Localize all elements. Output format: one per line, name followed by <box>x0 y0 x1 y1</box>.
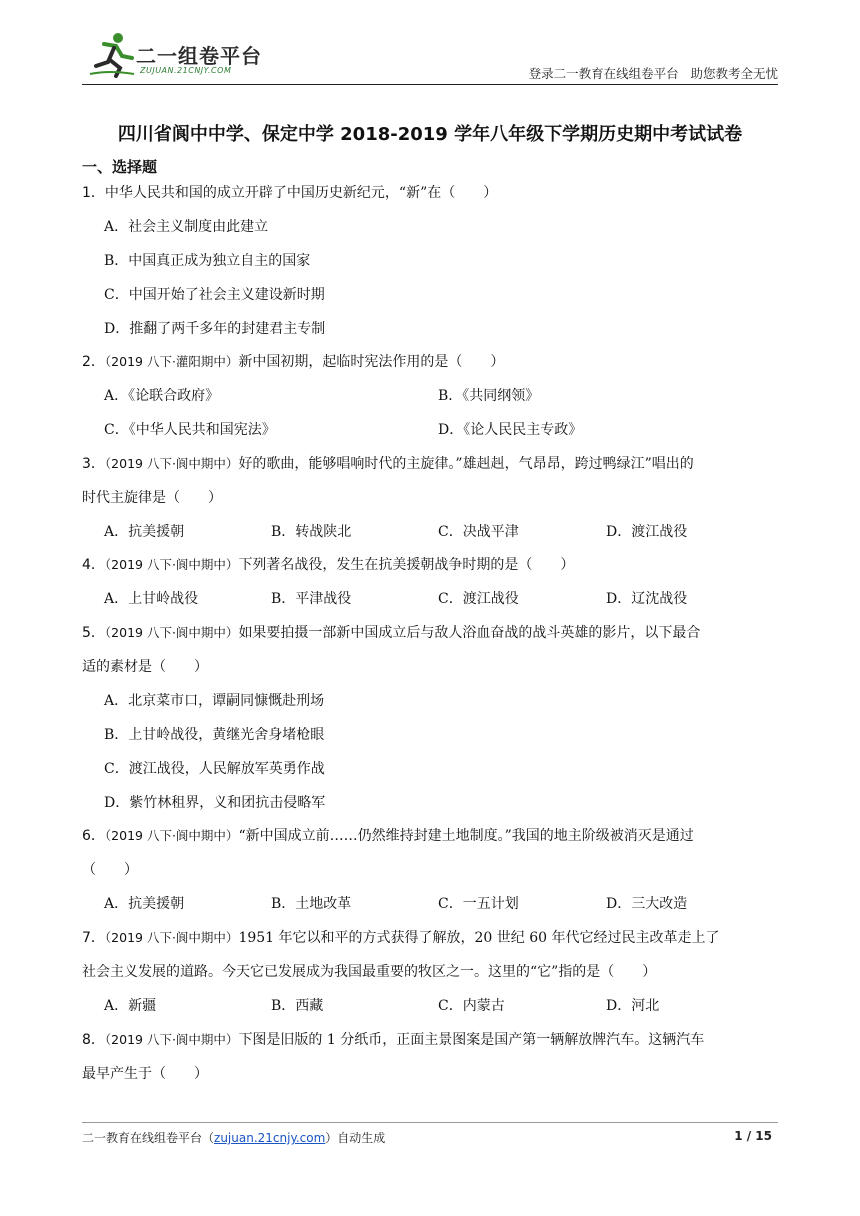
logo-subtitle: ZUJUAN.21CNJY.COM <box>140 66 232 75</box>
option-a[interactable]: A．《论联合政府》 <box>104 388 220 404</box>
question-7 <box>82 921 778 989</box>
question-5 <box>82 616 778 684</box>
option-c[interactable]: C．中国开始了社会主义建设新时期 <box>104 287 325 303</box>
page-footer <box>82 1122 778 1146</box>
question-8 <box>82 1023 778 1091</box>
runner-logo-icon <box>82 30 138 80</box>
question-text: 如果要拍摄一部新中国成立后与敌人浴血奋战的战斗英雄的影片，以下最合 <box>238 625 701 641</box>
question-source: （2019 八下·阆中期中） <box>104 1032 239 1047</box>
option-d[interactable]: D．推翻了两千多年的封建君主专制 <box>104 321 326 337</box>
option-a[interactable]: A．新疆 <box>104 998 157 1014</box>
question-source: （2019 八下·灌阳期中） <box>104 354 239 369</box>
question-text: 新中国初期，起临时宪法作用的是（ ） <box>238 354 505 370</box>
logo[interactable] <box>82 30 292 80</box>
option-a[interactable]: A．社会主义制度由此建立 <box>104 219 269 235</box>
question-number: 7． <box>82 930 105 946</box>
question-2 <box>82 345 778 379</box>
option-a[interactable]: A．抗美援朝 <box>104 524 185 540</box>
question-text: 1951 年它以和平的方式获得了解放，20 世纪 60 年代它经过民主改革走上了 <box>238 930 720 946</box>
option-b[interactable]: B．平津战役 <box>271 591 352 607</box>
section-heading: 一、选择题 <box>82 158 158 176</box>
option-d[interactable]: D．辽沈战役 <box>606 591 688 607</box>
option-c[interactable]: C．《中华人民共和国宪法》 <box>104 422 276 438</box>
option-a[interactable]: A．抗美援朝 <box>104 896 185 912</box>
question-text: 中华人民共和国的成立开辟了中国历史新纪元，“新”在（ ） <box>104 185 498 201</box>
option-c[interactable]: C．一五计划 <box>438 896 519 912</box>
question-text: 好的歌曲，能够唱响时代的主旋律。”雄赳赳，气昂昂，跨过鸭绿江”唱出的 <box>238 456 694 472</box>
option-c[interactable]: C．决战平津 <box>438 524 519 540</box>
option-d[interactable]: D．河北 <box>606 998 660 1014</box>
question-number: 5． <box>82 625 105 641</box>
footer-prefix: 二一教育在线组卷平台（ <box>82 1131 215 1145</box>
question-source: （2019 八下·阆中期中） <box>104 930 239 945</box>
question-4 <box>82 548 778 582</box>
option-a[interactable]: A．上甘岭战役 <box>104 591 199 607</box>
option-d[interactable]: D．三大改造 <box>606 896 688 912</box>
page-number: 1 / 15 <box>734 1129 772 1143</box>
question-source: （2019 八下·阆中期中） <box>104 828 239 843</box>
question-3 <box>82 447 778 515</box>
question-text-continued: 最早产生于（ ） <box>82 1066 208 1082</box>
question-text-continued: 时代主旋律是（ ） <box>82 490 222 506</box>
question-source: （2019 八下·阆中期中） <box>104 625 239 640</box>
option-d[interactable]: D．紫竹林租界，义和团抗击侵略军 <box>104 795 326 811</box>
question-text: 下列著名战役，发生在抗美援朝战争时期的是（ ） <box>238 557 575 573</box>
footer-link[interactable]: zujuan.21cnjy.com <box>214 1131 326 1145</box>
option-b[interactable]: B．上甘岭战役，黄继光舍身堵枪眼 <box>104 727 325 743</box>
logo-text: 二一组卷平台 <box>136 44 262 68</box>
option-c[interactable]: C．渡江战役 <box>438 591 519 607</box>
option-a[interactable]: A．北京菜市口，谭嗣同慷慨赴刑场 <box>104 693 325 709</box>
question-text-continued: 社会主义发展的道路。今天它已发展成为我国最重要的牧区之一。这里的“它”指的是（ ） <box>82 964 657 980</box>
question-6 <box>82 819 778 887</box>
question-1 <box>82 176 778 210</box>
page-header <box>82 30 778 85</box>
question-number: 3． <box>82 456 105 472</box>
exam-title: 四川省阆中中学、保定中学 2018-2019 学年八年级下学期历史期中考试试卷 <box>117 124 743 145</box>
option-b[interactable]: B．中国真正成为独立自主的国家 <box>104 253 311 269</box>
header-slogan: 登录二一教育在线组卷平台 助您教考全无忧 <box>528 66 778 81</box>
question-text: “新中国成立前……仍然维持封建土地制度。”我国的地主阶级被消灭是通过 <box>238 828 694 844</box>
question-number: 4． <box>82 557 105 573</box>
question-source: （2019 八下·阆中期中） <box>104 557 239 572</box>
option-d[interactable]: D．《论人民民主专政》 <box>438 422 583 438</box>
option-d[interactable]: D．渡江战役 <box>606 524 688 540</box>
question-number: 2． <box>82 354 105 370</box>
question-source: （2019 八下·阆中期中） <box>104 456 239 471</box>
option-c[interactable]: C．内蒙古 <box>438 998 505 1014</box>
question-number: 1． <box>82 185 105 201</box>
question-text-continued: 适的素材是（ ） <box>82 659 208 675</box>
option-b[interactable]: B．土地改革 <box>271 896 352 912</box>
question-number: 6． <box>82 828 105 844</box>
footer-suffix: ）自动生成 <box>325 1131 386 1145</box>
option-c[interactable]: C．渡江战役，人民解放军英勇作战 <box>104 761 325 777</box>
option-b[interactable]: B．《共同纲领》 <box>438 388 540 404</box>
question-text: 下图是旧版的 1 分纸币，正面主景图案是国产第一辆解放牌汽车。这辆汽车 <box>238 1032 705 1048</box>
question-text-continued: （ ） <box>82 862 138 878</box>
option-b[interactable]: B．西藏 <box>271 998 324 1014</box>
option-b[interactable]: B．转战陕北 <box>271 524 352 540</box>
question-number: 8． <box>82 1032 105 1048</box>
